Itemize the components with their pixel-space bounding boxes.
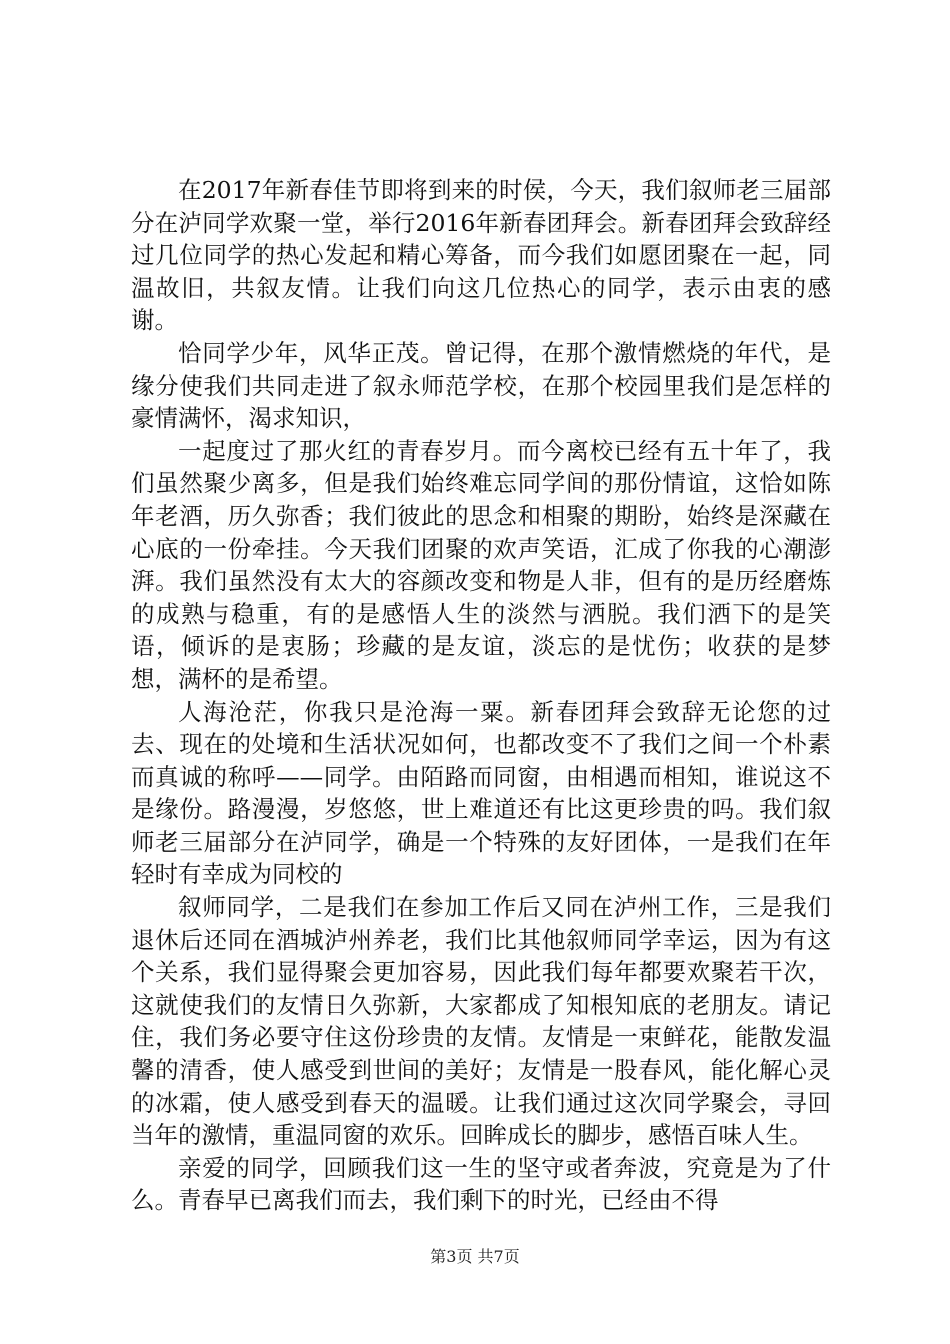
- paragraph-6: 亲爱的同学，回顾我们这一生的坚守或者奔波，究竟是为了什么。青春早已离我们而去，我们剩下的时光，已经由不得: [131, 1153, 831, 1215]
- page-footer: [0, 1244, 950, 1267]
- document-body: [131, 174, 831, 1217]
- paragraph-4: 人海沧茫，你我只是沧海一粟。新春团拜会致辞无论您的过去、现在的处境和生活状况如何，也都改变不了我们之间一个朴素而真诚的称呼——同学。由陌路而同窗，由相遇而相知，谁说这不是缘份。路漫漫，岁悠悠，世上难道还有比这更珍贵的吗。我们叙师老三届部分在泸同学，确是一个特殊的友好团体，一是我们在年轻时有幸成为同校的: [131, 697, 831, 889]
- paragraph-1: 在2017年新春佳节即将到来的时侯，今天，我们叙师老三届部分在泸同学欢聚一堂，举行2016年新春团拜会。新春团拜会致辞经过几位同学的热心发起和精心筹备，而今我们如愿团聚在一起，同温故旧，共叙友情。让我们向这几位热心的同学，表示由衷的感谢。: [131, 176, 831, 335]
- paragraph-2: 恰同学少年，风华正茂。曾记得，在那个激情燃烧的年代，是缘分使我们共同走进了叙永师范学校，在那个校园里我们是怎样的豪情满怀，渴求知识，: [131, 338, 831, 433]
- page-number-label: 第3页 共7页: [430, 1247, 520, 1266]
- paragraph-5: 叙师同学，二是我们在参加工作后又同在泸州工作，三是我们退休后还同在酒城泸州养老，我们比其他叙师同学幸运，因为有这个关系，我们显得聚会更加容易，因此我们每年都要欢聚若干次，这就使我们的友情日久弥新，大家都成了知根知底的老朋友。请记住，我们务必要守住这份珍贵的友情。友情是一束鲜花，能散发温馨的清香，使人感受到世间的美好；友情是一股春风，能化解心灵的冰霜，使人感受到春天的温暖。让我们通过这次同学聚会，寻回当年的激情，重温同窗的欢乐。回眸成长的脚步，感悟百味人生。: [131, 893, 831, 1150]
- paragraph-3: 一起度过了那火红的青春岁月。而今离校已经有五十年了，我们虽然聚少离多，但是我们始终难忘同学间的那份情谊，这恰如陈年老酒，历久弥香；我们彼此的思念和相聚的期盼，始终是深藏在心底的一份牵挂。今天我们团聚的欢声笑语，汇成了你我的心潮澎湃。我们虽然没有太大的容颜改变和物是人非，但有的是历经磨炼的成熟与稳重，有的是感悟人生的淡然与洒脱。我们洒下的是笑语，倾诉的是衷肠；珍藏的是友谊，淡忘的是忧伤；收获的是梦想，满杯的是希望。: [131, 436, 831, 693]
